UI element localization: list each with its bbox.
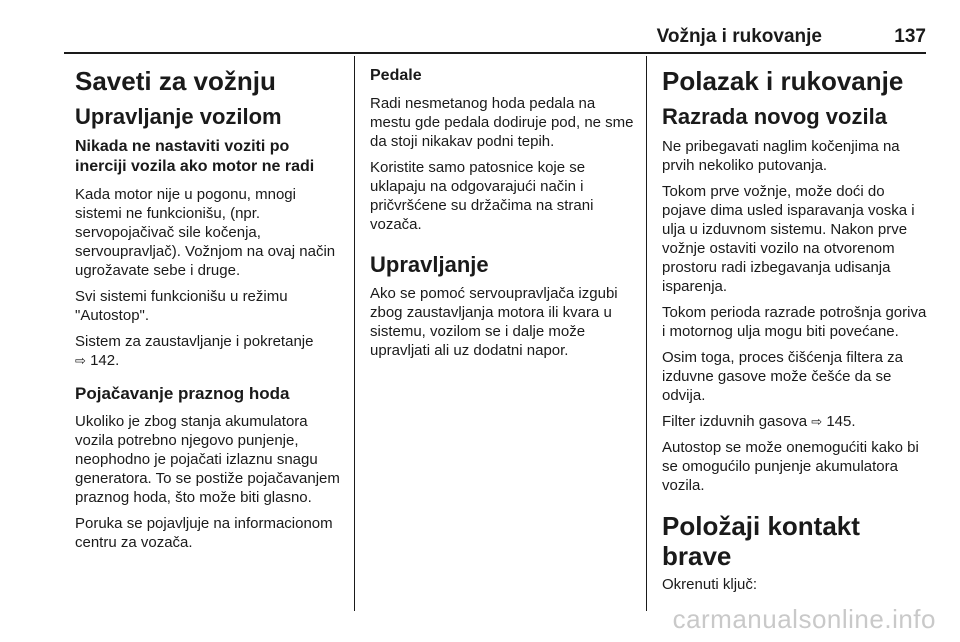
paragraph: Tokom perioda razrade potrošnja goriva i motornog ulja mogu biti povećane. — [662, 304, 927, 340]
subsection-heading: Upravljanje vozilom — [75, 104, 282, 129]
paragraph — [662, 412, 930, 431]
paragraph: Svi sistemi funkcionišu u režimu "Autostop". — [75, 288, 288, 324]
section-heading: Polazak i rukovanje — [662, 66, 904, 96]
paragraph-text: Sistem za zaustavljanje i pokretanje — [75, 333, 314, 350]
paragraph: Ako se pomoć servoupravljača izgubi zbog zaustavljanja motora ili kvara u sistemu, vozilom se i dalje može upravljati ali uz dodatni napor. — [370, 285, 618, 359]
topic-heading: Nikada ne nastaviti voziti po inerciji vozila ako motor ne radi — [75, 138, 315, 175]
topic-heading: Pedale — [370, 67, 422, 84]
page-reference-link[interactable]: 145. — [826, 413, 856, 430]
subsection-heading: Upravljanje — [370, 252, 489, 277]
column-left — [75, 56, 345, 559]
page-number: 137 — [894, 26, 926, 47]
column-divider — [646, 56, 647, 611]
page-header — [64, 20, 926, 54]
paragraph: Ne pribegavati naglim kočenjima na prvih nekoliko putovanja. — [662, 138, 900, 174]
paragraph: Okrenuti ključ: — [662, 576, 758, 593]
section-heading: Položaji kontakt brave — [662, 511, 860, 571]
section-heading: Saveti za vožnju — [75, 66, 276, 96]
paragraph: Tokom prve vožnje, može doći do pojave dima usled isparavanja voska i ulja u izduvnom sistemu. Nakon prve vožnje ostaviti vozilo na otvorenom prostoru radi izbegavanja udisanja isparenja. — [662, 183, 915, 295]
column-right — [662, 56, 930, 601]
paragraph: Osim toga, proces čišćenja filtera za izduvne gasove može češće da se odvija. — [662, 349, 903, 404]
page-reference-arrow-icon: ⇨ — [811, 414, 823, 429]
column-divider — [354, 56, 355, 611]
page-reference-arrow-icon: ⇨ — [75, 353, 86, 368]
subsection-heading: Razrada novog vozila — [662, 104, 887, 129]
paragraph: Koristite samo patosnice koje se uklapaju na odgovarajući način i pričvršćene su držačima na strani vozača. — [370, 159, 594, 233]
paragraph: Radi nesmetanog hoda pedala na mestu gde pedala dodiruje pod, ne sme da stoji nikakav podni tepih. — [370, 95, 634, 150]
paragraph: Autostop se može onemogućiti kako bi se omogućilo punjenje akumulatora vozila. — [662, 439, 919, 494]
header-rule — [64, 52, 926, 54]
column-middle — [370, 56, 640, 367]
paragraph: Poruka se pojavljuje na informacionom centru za vozača. — [75, 515, 333, 551]
watermark: carmanualsonline.info — [672, 604, 936, 634]
paragraph: Kada motor nije u pogonu, mnogi sistemi ne funkcionišu, (npr. servopojačivač sile kočenja, servoupravljač). Vožnjom na ovaj način ugrožavate sebe i druge. — [75, 186, 336, 279]
topic-heading: Pojačavanje praznog hoda — [75, 384, 290, 403]
chapter-title: Vožnja i rukovanje — [656, 26, 822, 47]
page-reference-link[interactable]: 142. — [90, 352, 120, 369]
paragraph: Ukoliko je zbog stanja akumulatora vozila potrebno njegovo punjenje, neophodno je pojačati izlaznu snagu generatora. To se postiže pojačavanjem praznog hoda, što može biti glasno. — [75, 413, 340, 506]
paragraph — [75, 332, 345, 370]
paragraph-text: Filter izduvnih gasova — [662, 413, 808, 430]
